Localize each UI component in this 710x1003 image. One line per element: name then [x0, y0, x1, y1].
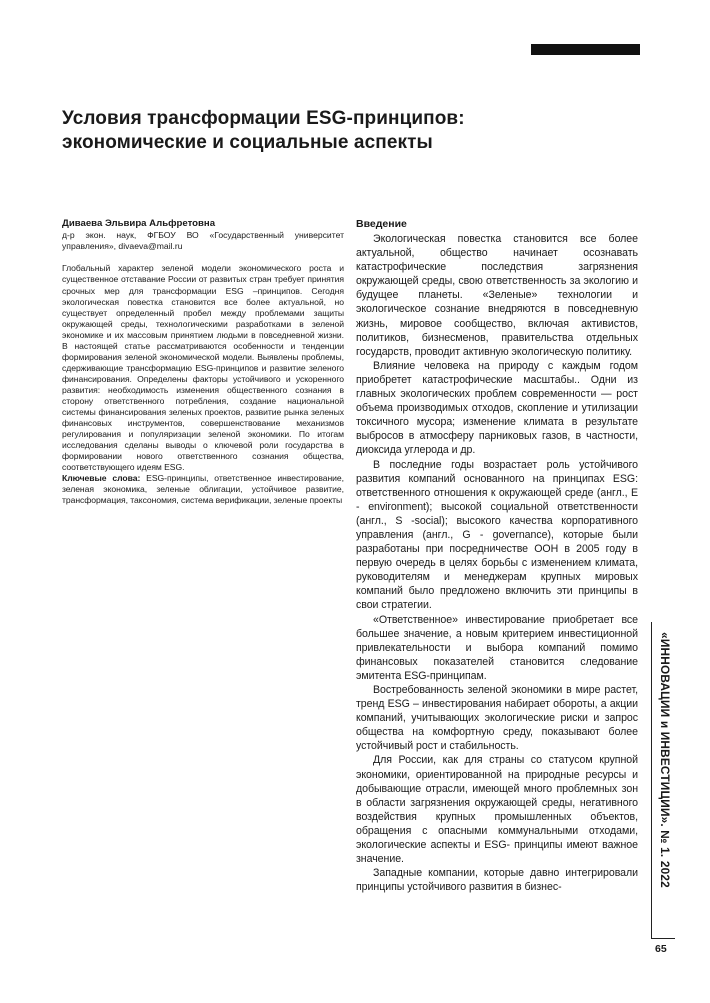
journal-running-title	[654, 620, 676, 900]
body-paragraph: «Ответственное» инвестирование приобретает все большее значение, а новым критерием инвестиционной привлекательности и выбора компаний помимо финансовых показателей становится следование эмитента ESG-принципам.	[356, 613, 638, 682]
keywords-label: Ключевые слова:	[62, 473, 141, 484]
page-number-rule	[651, 938, 675, 939]
author-affiliation: д-р экон. наук, ФГБОУ ВО «Государственный университет управления», divaeva@mail.ru	[62, 230, 344, 252]
body-paragraph: Влияние человека на природу с каждым годом приобретет катастрофические масштабы.. Одни из главных экологических проблем современности — рост объема производимых отходов, скопление и утилизации токсичного мусора; изменение климата в результате выбросов в атмосферу парниковых газов, в частности, диоксида углерода и др.	[356, 359, 638, 457]
body-paragraph: Экологическая повестка становится все более актуальной, общество начинает осознавать катастрофические последствия загрязнения окружающей среды, свою ответственность за экологию и будущее планеты. «Зеленые» технологии и экологическое сознание внедряются в повседневную жизнь, мировое сообщество, включая активистов, политиков, бизнесменов, правительства отдельных государств, проводит активную экологическую политику.	[356, 233, 638, 358]
keywords	[62, 473, 344, 506]
abstract-column	[62, 218, 344, 506]
author-name: Диваева Эльвира Альфретовна	[62, 218, 216, 229]
body-paragraph: Востребованность зеленой экономики в мире растет, тренд ESG – инвестирования набирает обороты, а акции компаний, учитывающих экологические риски и запрос общества на комфортную среду, показывают более устойчивый рост и стабильность.	[356, 684, 638, 753]
body-paragraph: Для России, как для страны со статусом крупной экономики, ориентированной на природные ресурсы и добывающие отрасли, имеющей много проблемных зон в области загрязнения окружающей среды, негативного воздействия крупных промышленных объектов, обращения с опасными коммунальными отходами, экологические аспекты и ESG- принципы имеют важное значение.	[356, 754, 638, 866]
body-paragraph: В последние годы возрастает роль устойчивого развития компаний основанного на принципах ESG: ответственного отношения к окружающей среде (англ., E - environment); высокой социальной ответственности (англ., S -social); высокого качества корпоративного управления (англ., G - governance), которые были разработаны при посредничестве ООН в 2005 году в первую очередь в целях борьбы с изменением климата, руководителям и менеджерам крупных мировых компаний было предложено включить эти принципы в свои стратегии.	[356, 458, 638, 612]
abstract-text: Глобальный характер зеленой модели экономического роста и существенное отставание России от развитых стран требует принятия срочных мер для трансформации ESG –принципов. Сегодня экологическая повестка становится все более актуальной, но существует определенный пробел между проблемами защиты окружающей среды, технологическими разработками в зеленой экономике и их массовым принятием людьми в повседневной жизни. В настоящей статье рассматриваются особенности и тенденции формирования зеленой экономической модели. Выявлены проблемы, сдерживающие трансформацию ESG-принципов и развитие зеленого финансирования. Определены факторы устойчивого и ускоренного развития: необходимость изменения общественного сознания в сторону ответственного потребления, создание национальной системы финансирования зеленых проектов, развитие рынка зеленых финансовых инструментов, совершенствование механизмов регулирования и популяризации зеленой экономики. По итогам исследования сделаны выводы о ключевой роли государства в формировании нового ответственного сознания общества, соответствующего идеям ESG.	[62, 263, 344, 473]
title-line-1: Условия трансформации ESG-принципов:	[62, 108, 465, 129]
journal-label: «ИННОВАЦИИ и ИНВЕСТИЦИИ». № 1. 2022	[658, 632, 672, 888]
section-heading: Введение	[356, 218, 407, 230]
header-decor-bar	[531, 44, 640, 55]
margin-divider	[651, 622, 652, 938]
article-title	[62, 107, 622, 155]
body-column	[356, 218, 638, 923]
title-line-2: экономические и социальные аспекты	[62, 132, 433, 153]
page-number: 65	[655, 943, 667, 955]
keywords-text: ESG-принципы, ответственное инвестирование, зеленая экономика, зеленые облигации, устойчивое развитие, трансформация, таксономия, система верификации, зеленые проекты	[62, 473, 344, 506]
body-paragraph: Западные компании, которые давно интегрировали принципы устойчивого развития в бизнес-	[356, 867, 638, 894]
